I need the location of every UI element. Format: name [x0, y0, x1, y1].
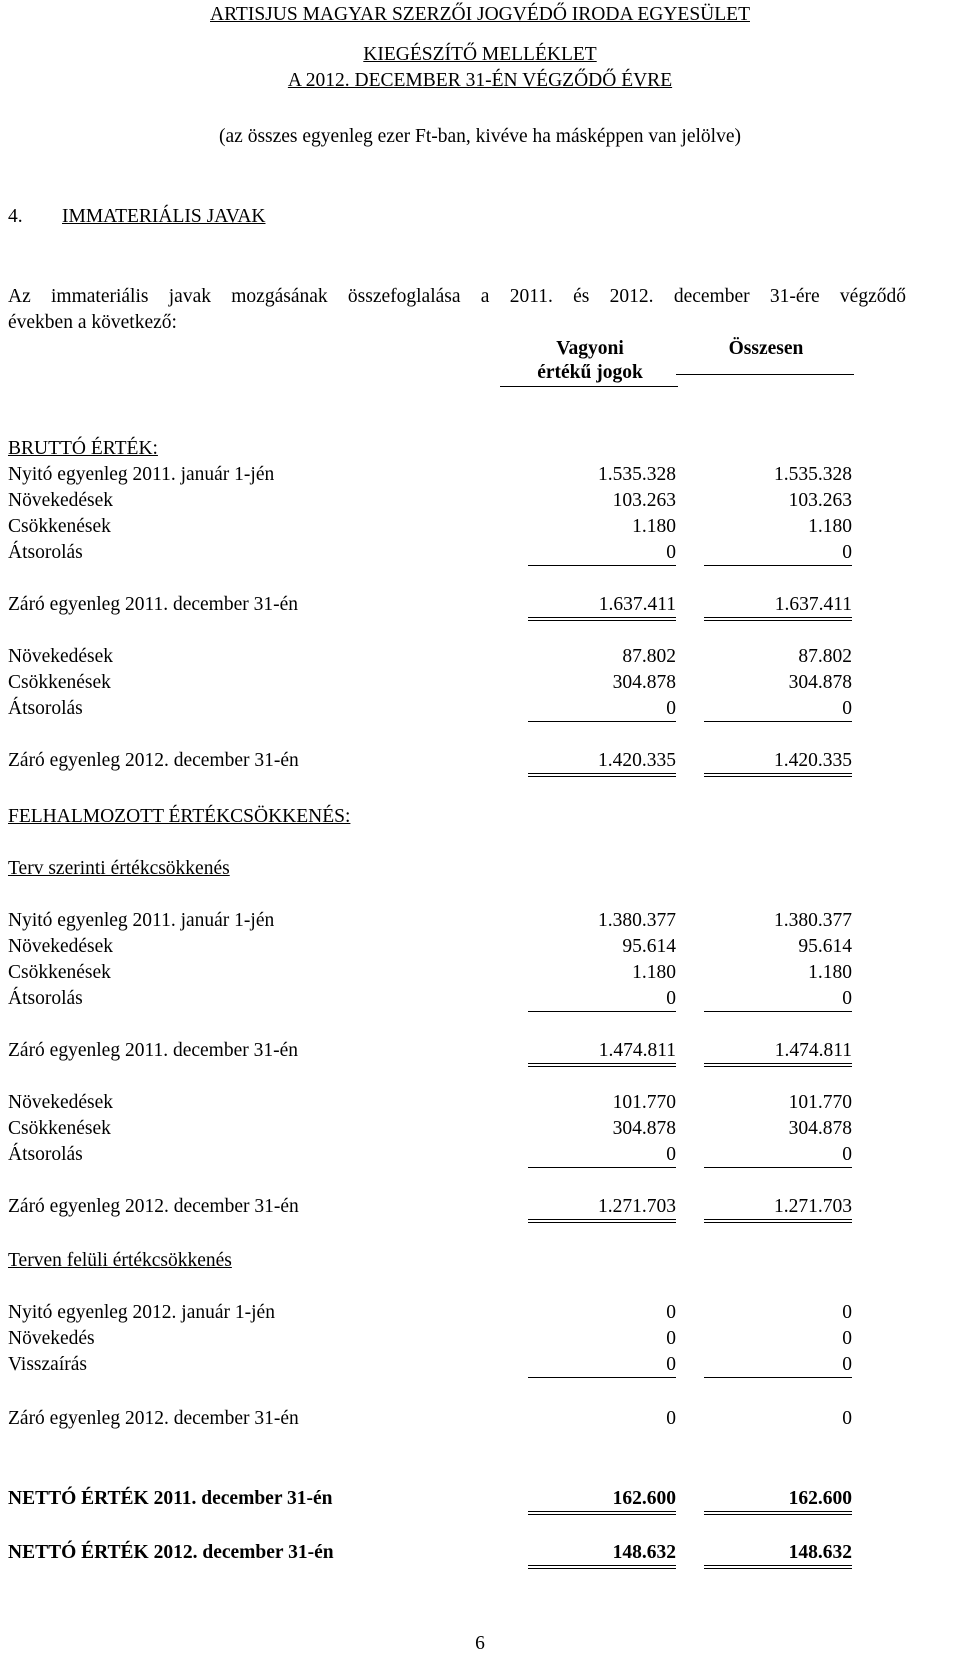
- row-label: Nyitó egyenleg 2011. január 1-jén: [8, 910, 275, 931]
- rights-value: 87.802: [622, 646, 676, 667]
- total-value: 0: [704, 1144, 852, 1168]
- total-value: 0: [704, 542, 852, 566]
- table-row: [8, 1302, 868, 1326]
- organization-name: ARTISJUS MAGYAR SZERZŐI JOGVÉDŐ IRODA EGYESÜLET: [210, 4, 750, 25]
- total-value: 0: [842, 1302, 852, 1323]
- row-label: Záró egyenleg 2012. december 31-én: [8, 1408, 299, 1429]
- total-value: 0: [704, 698, 852, 722]
- section-title: IMMATERIÁLIS JAVAK: [62, 206, 266, 227]
- total-value: 162.600: [704, 1488, 852, 1515]
- document-title: KIEGÉSZÍTŐ MELLÉKLET: [363, 44, 597, 65]
- rights-value: 101.770: [612, 1092, 676, 1113]
- row-label: Záró egyenleg 2012. december 31-én: [8, 1196, 299, 1217]
- rights-value: 0: [528, 988, 676, 1012]
- total-value: 0: [704, 1354, 852, 1378]
- intro-text-line2: években a következő:: [8, 312, 177, 333]
- currency-note: (az összes egyenleg ezer Ft-ban, kivéve ha másképpen van jelölve): [219, 126, 741, 147]
- total-value: 0: [842, 1408, 852, 1429]
- net-value-row: [8, 1542, 868, 1566]
- rights-value: 95.614: [622, 936, 676, 957]
- column-header-total-underline: [676, 374, 854, 375]
- document-period: A 2012. DECEMBER 31-ÉN VÉGZŐDŐ ÉVRE: [287, 70, 673, 91]
- total-value: 304.878: [788, 1118, 852, 1139]
- intro-text-line1: Az immateriális javak mozgásának összefoglalása a 2011. és 2012. december 31-ére végződő: [8, 286, 906, 307]
- total-value: 1.271.703: [704, 1196, 852, 1223]
- row-label: NETTÓ ÉRTÉK 2012. december 31-én: [8, 1542, 334, 1563]
- rights-value: 162.600: [528, 1488, 676, 1515]
- section-number: 4.: [8, 206, 23, 227]
- row-label: Növekedések: [8, 936, 114, 957]
- table-row: [8, 1196, 868, 1220]
- row-label: Növekedések: [8, 646, 114, 667]
- table-row: [8, 910, 868, 934]
- table-row: [8, 1408, 868, 1432]
- rights-value: 1.474.811: [528, 1040, 676, 1067]
- table-row: [8, 1354, 868, 1378]
- table-row: [8, 594, 868, 618]
- table-row: [8, 672, 868, 696]
- row-label: Átsorolás: [8, 542, 83, 563]
- row-label: Nyitó egyenleg 2012. január 1-jén: [8, 1302, 275, 1323]
- total-value: 1.180: [808, 962, 852, 983]
- column-header-rights-line1: Vagyoni: [556, 338, 624, 359]
- page-number: 6: [475, 1633, 485, 1654]
- table-row: [8, 1328, 868, 1352]
- row-label: Visszaírás: [8, 1354, 87, 1375]
- row-label: Csökkenések: [8, 672, 111, 693]
- rights-value: 304.878: [612, 1118, 676, 1139]
- row-label: Csökkenések: [8, 516, 111, 537]
- total-value: 1.637.411: [704, 594, 852, 621]
- row-label: Átsorolás: [8, 698, 83, 719]
- planned-depreciation-heading: Terv szerinti értékcsökkenés: [8, 858, 230, 879]
- rights-value: 1.180: [632, 516, 676, 537]
- row-label: Nyitó egyenleg 2011. január 1-jén: [8, 464, 275, 485]
- table-row: [8, 1118, 868, 1142]
- rights-value: 1.535.328: [598, 464, 676, 485]
- table-row: [8, 1144, 868, 1168]
- rights-value: 0: [666, 1302, 676, 1323]
- rights-value: 1.180: [632, 962, 676, 983]
- total-value: 1.380.377: [774, 910, 852, 931]
- gross-value-heading: BRUTTÓ ÉRTÉK:: [8, 438, 158, 459]
- table-row: [8, 750, 868, 774]
- total-value: 101.770: [788, 1092, 852, 1113]
- rights-value: 1.380.377: [598, 910, 676, 931]
- rights-value: 304.878: [612, 672, 676, 693]
- row-label: Növekedések: [8, 490, 114, 511]
- row-label: Záró egyenleg 2012. december 31-én: [8, 750, 299, 771]
- row-label: NETTÓ ÉRTÉK 2011. december 31-én: [8, 1488, 333, 1509]
- rights-value: 1.420.335: [528, 750, 676, 777]
- table-row: [8, 962, 868, 986]
- row-label: Záró egyenleg 2011. december 31-én: [8, 594, 299, 615]
- table-row: [8, 1092, 868, 1116]
- total-value: 1.180: [808, 516, 852, 537]
- rights-value: 0: [528, 698, 676, 722]
- total-value: 95.614: [798, 936, 852, 957]
- rights-value: 0: [666, 1328, 676, 1349]
- row-label: Átsorolás: [8, 1144, 83, 1165]
- total-value: 304.878: [788, 672, 852, 693]
- row-label: Növekedések: [8, 1092, 114, 1113]
- table-row: [8, 490, 868, 514]
- net-value-row: [8, 1488, 868, 1512]
- table-row: [8, 646, 868, 670]
- total-value: 1.474.811: [704, 1040, 852, 1067]
- total-value: 1.420.335: [704, 750, 852, 777]
- row-label: Csökkenések: [8, 1118, 111, 1139]
- total-value: 148.632: [704, 1542, 852, 1569]
- rights-value: 0: [528, 542, 676, 566]
- total-value: 87.802: [798, 646, 852, 667]
- column-header-total: Összesen: [728, 338, 804, 359]
- total-value: 0: [704, 988, 852, 1012]
- column-header-rights-underline: [500, 386, 678, 387]
- row-label: Csökkenések: [8, 962, 111, 983]
- rights-value: 0: [666, 1408, 676, 1429]
- extra-depreciation-heading: Terven felüli értékcsökkenés: [8, 1250, 232, 1271]
- table-row: [8, 988, 868, 1012]
- row-label: Átsorolás: [8, 988, 83, 1009]
- column-header-rights-line2: értékű jogok: [537, 362, 643, 383]
- table-row: [8, 936, 868, 960]
- rights-value: 148.632: [528, 1542, 676, 1569]
- rights-value: 0: [528, 1144, 676, 1168]
- table-row: [8, 542, 868, 566]
- rights-value: 0: [528, 1354, 676, 1378]
- total-value: 0: [842, 1328, 852, 1349]
- total-value: 1.535.328: [774, 464, 852, 485]
- rights-value: 103.263: [612, 490, 676, 511]
- depreciation-heading: FELHALMOZOTT ÉRTÉKCSÖKKENÉS:: [8, 806, 351, 827]
- rights-value: 1.637.411: [528, 594, 676, 621]
- total-value: 103.263: [788, 490, 852, 511]
- table-row: [8, 698, 868, 722]
- table-row: [8, 1040, 868, 1064]
- row-label: Záró egyenleg 2011. december 31-én: [8, 1040, 299, 1061]
- table-row: [8, 464, 868, 488]
- row-label: Növekedés: [8, 1328, 95, 1349]
- rights-value: 1.271.703: [528, 1196, 676, 1223]
- table-row: [8, 516, 868, 540]
